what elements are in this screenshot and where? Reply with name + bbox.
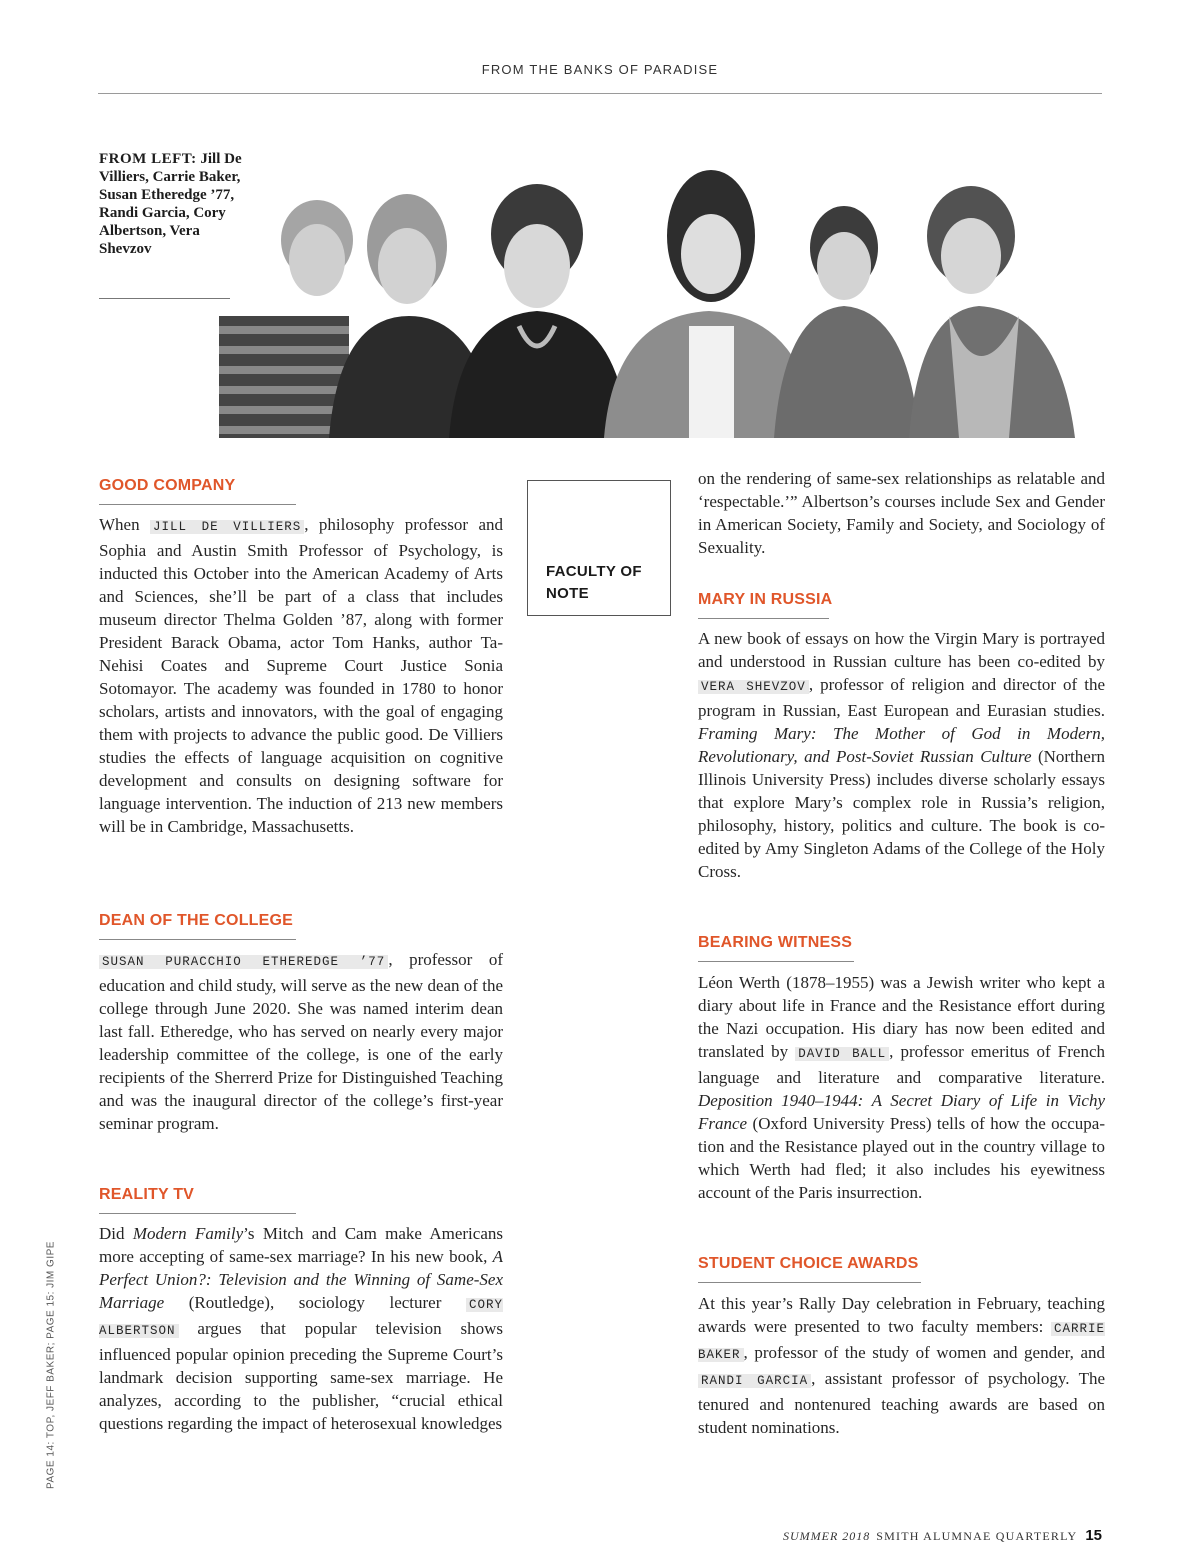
portrait-1 [219, 200, 353, 438]
heading-rule [99, 1213, 296, 1214]
heading-good-company: GOOD COMPANY [99, 477, 236, 494]
portrait-6 [909, 186, 1075, 438]
header-rule [98, 93, 1102, 94]
heading-rule [698, 1282, 921, 1283]
photo-credit: PAGE 14: TOP, JEFF BAKER; PAGE 15: JIM GIPE [45, 1241, 57, 1489]
heading-mary-in-russia: MARY IN RUSSIA [698, 591, 833, 608]
section-label: FACULTY OF NOTE [546, 563, 642, 602]
faculty-name: JILL DE VILLIERS [150, 520, 304, 534]
article-student-choice-awards: At this year’s Rally Day celebration in February, teaching awards were presented to two faculty members: CARRIE BAKER , professor of the study of women and gender, and RANDI GARCIA , assistant professor of psychology. The tenured and nontenured teaching awards are based on student nominations. [698, 1294, 1106, 1437]
section-label-box [527, 480, 671, 616]
heading-dean: DEAN OF THE COLLEGE [99, 912, 294, 929]
article-mary-in-russia: A new book of essays on how the Virgin Mary is portrayed and understood in Russian culture has been co-edited by VERA SHEVZOV , professor of religion and director of the program in Russian, East European and Eurasian studies. Framing Mary: The Mother of God in Modern, Revolutionary, and Post-Soviet Russian Culture (Northern Illinois University Press) includes diverse scholarly essays that explore Mary’s complex role in Russia’s religion, philosophy, history, politics and culture. The book is co-edited by Amy Singleton Adams of the College of the Holy Cross. [698, 629, 1105, 881]
heading-rule [99, 939, 296, 940]
faculty-name: SUSAN PURACCHIO ETHEREDGE ’77 [99, 955, 388, 969]
faculty-name: CARRIE BAKER [698, 1322, 1105, 1362]
page-footer [783, 1527, 1102, 1544]
page-number: 15 [1085, 1527, 1102, 1544]
heading-rule [698, 618, 829, 619]
running-head: FROM THE BANKS OF PARADISE [481, 62, 719, 77]
heading-rule [698, 961, 854, 962]
portrait-5 [774, 206, 919, 438]
article-dean: SUSAN PURACCHIO ETHEREDGE ’77 , professor of education and child study, will serve as the new dean of the college through June 2020. She was named interim dean last fall. Etheredge, who has served on nearly every major leadership committee of the college, is one of the early recipients of the Sherrerd Prize for Distinguished Teaching and was the inaugural director of the college’s first-year seminar program. [99, 950, 503, 1133]
caption-lead: FROM LEFT: [99, 151, 197, 167]
book-title: A Perfect Union?: Television and the Winning of Same-Sex Marriage [99, 1247, 503, 1312]
faculty-name: DAVID BALL [795, 1047, 889, 1061]
caption-rule [99, 298, 230, 299]
faculty-name: VERA SHEVZOV [698, 680, 809, 694]
portrait-3 [449, 184, 629, 438]
faculty-name: CORY ALBERTSON [99, 1298, 503, 1338]
heading-student-choice-awards: STUDENT CHOICE AWARDS [698, 1255, 919, 1272]
heading-reality-tv: REALITY TV [99, 1186, 195, 1203]
footer-publication: SMITH ALUMNAE QUARTERLY [876, 1529, 1078, 1543]
footer-issue: SUMMER 2018 [782, 1529, 871, 1543]
heading-rule [99, 504, 296, 505]
book-title: Framing Mary: The Mother of God in Modern, Revolutionary, and Post-Soviet Russian Culture [698, 724, 1105, 766]
heading-bearing-witness: BEARING WITNESS [698, 934, 853, 951]
article-bearing-witness: Léon Werth (1878–1955) was a Jewish writer who kept a diary about life in France and the Resistance effort during the Nazi occupation. His diary has now been edited and translated by DAVID BALL , professor emeritus of French language and literature and comparative literature. Deposition 1940–1944: A Secret Diary of Life in Vichy France (Oxford University Press) tells of how the occupation and the Resistance played out in the country village to which Werth had fled; it also includes his eyewitness account of the Paris insurrection. [698, 973, 1105, 1202]
article-reality-tv-continued: on the rendering of same-sex relationships as relatable and ‘respectable.’” Albertson’s courses include Sex and Gender in American Society, Family and Society, and Sociology of Sexuality. [698, 469, 1105, 557]
article-good-company: When JILL DE VILLIERS , philosophy professor and Sophia and Austin Smith Professor of Psychology, is inducted this October into the American Academy of Arts and Sciences, she’ll be part of a class that includes museum director Thelma Golden ’87, along with former President Barack Obama, actor Tom Hanks, author Ta-Nehisi Coates and Supreme Court Justice Sonia Sotomayor. The academy was founded in 1780 to honor scholars, artists and innovators, with the goal of engaging them with projects to advance the public good. De Villiers studies the effects of language acquisition on cognitive development and consults on designing software for language intervention. The induction of 213 new members will be in Cambridge, Massachusetts. [99, 515, 503, 836]
book-title: Deposition 1940–1944: A Secret Diary of Life in Vichy France [698, 1091, 1105, 1133]
faculty-group-photo [219, 166, 1075, 438]
caption-names: Jill De Villiers, Carrie Baker, Susan Etheredge ’77, Randi Garcia, Cory Albertson, Vera Shevzov [99, 151, 242, 257]
faculty-name: RANDI GARCIA [698, 1374, 811, 1388]
article-reality-tv: Did Modern Family’s Mitch and Cam make Americans more accepting of same-sex marriage? In his new book, A Perfect Union?: Television and the Winning of Same-Sex Marriage (Routledge), sociology lecturer CORY ALBERTSON argues that popular television shows influenced popular opinion preceding the Supreme Court’s landmark decision supporting same-sex marriage. He analyzes, according to the publisher, “crucial ethical questions regarding the impact of heterosexual knowledges [99, 1224, 503, 1433]
